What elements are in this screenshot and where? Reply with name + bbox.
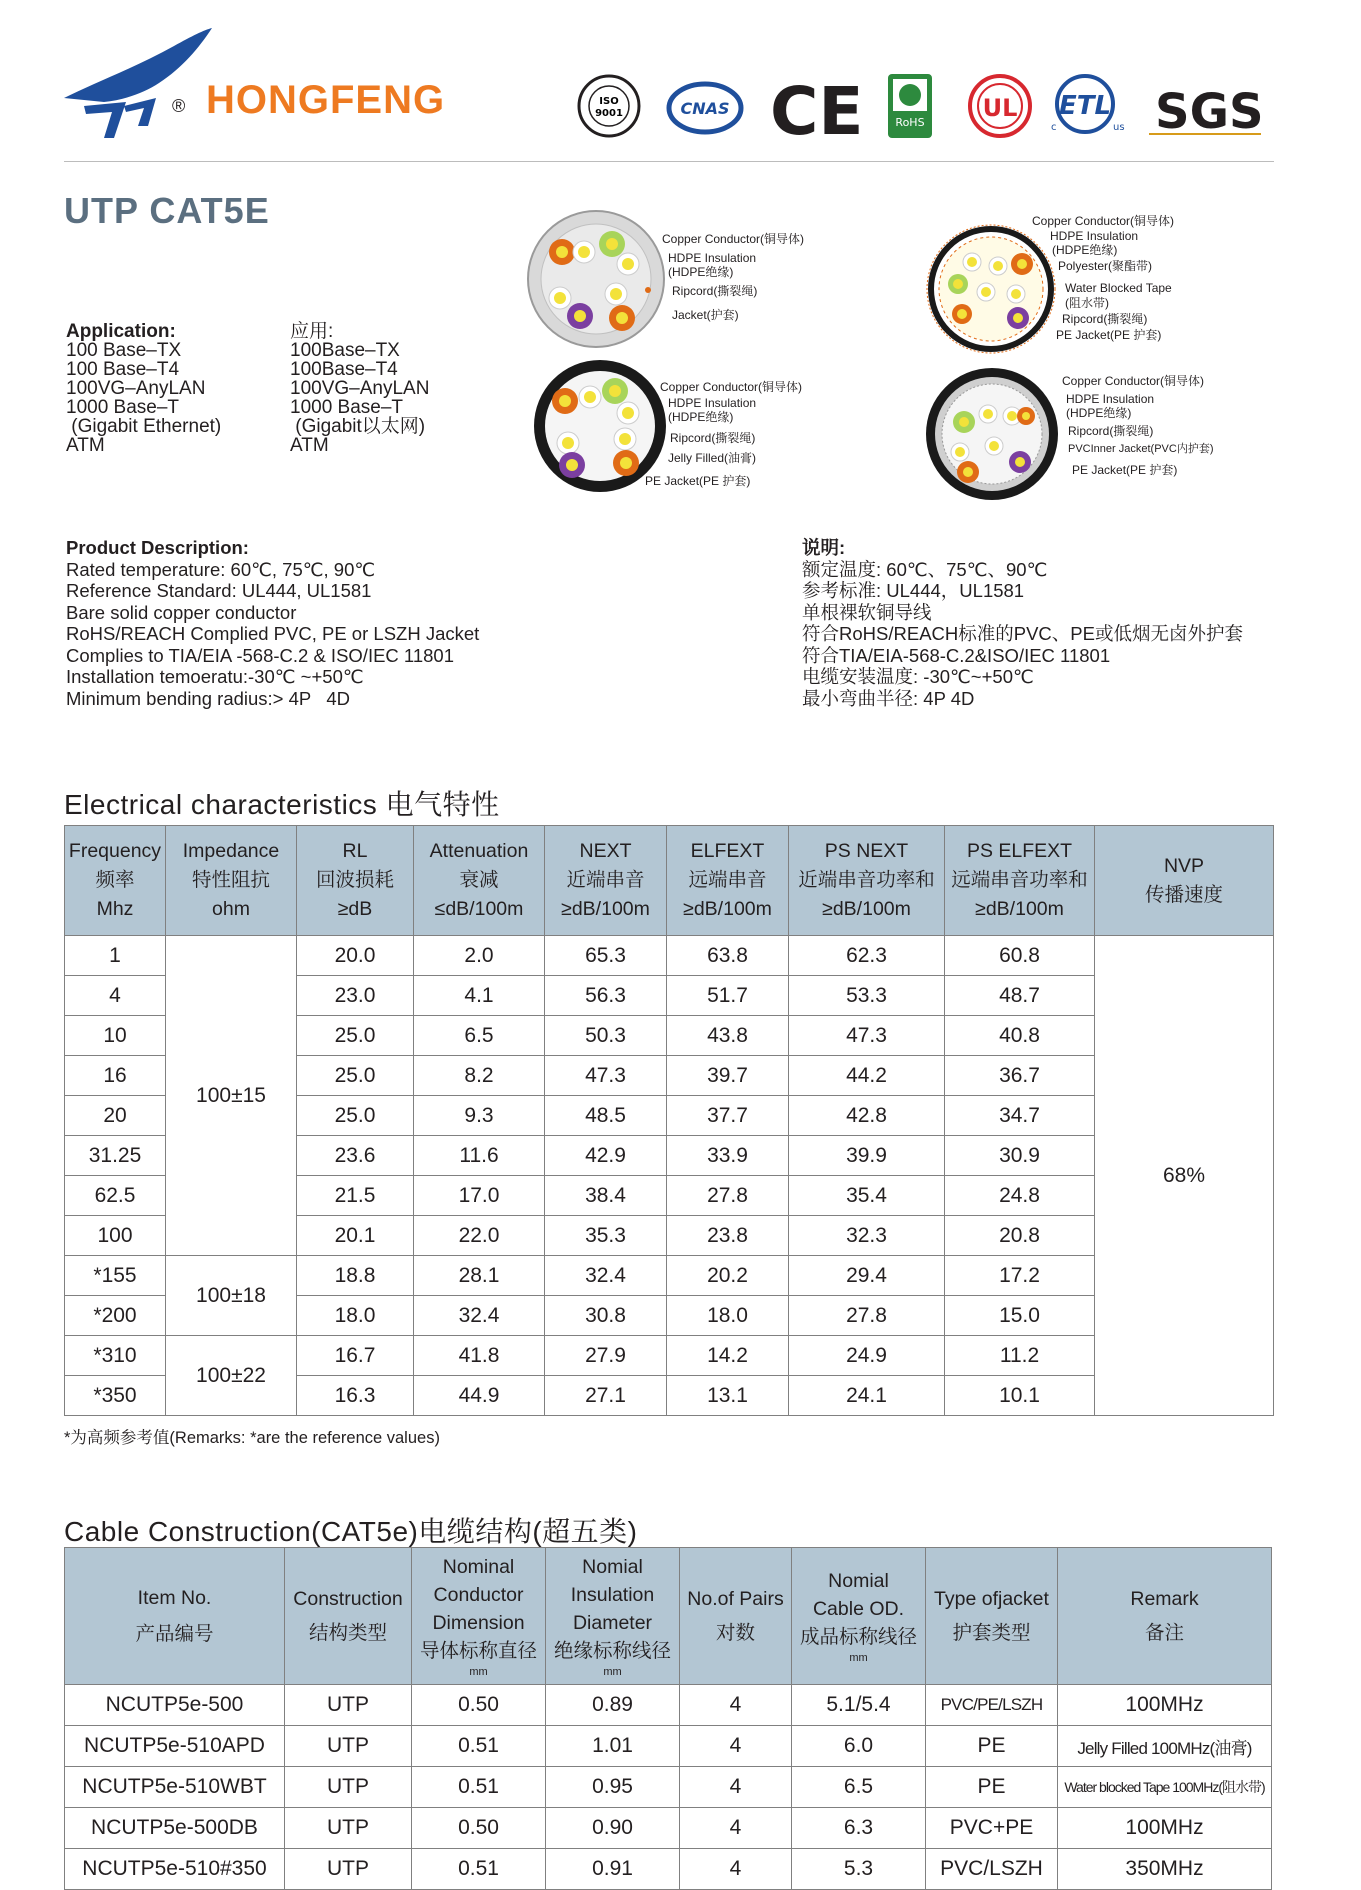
cell-next: 32.4 xyxy=(545,1256,667,1296)
cell-remark: Jelly Filled 100MHz(油膏) xyxy=(1058,1726,1272,1767)
cell-ps-next: 53.3 xyxy=(789,976,945,1016)
table-row xyxy=(65,1849,1272,1890)
col-header-frequency: Frequency 频率 Mhz xyxy=(65,826,166,936)
cell-next: 35.3 xyxy=(545,1216,667,1256)
table-row xyxy=(65,1685,1272,1726)
cell-attenuation: 2.0 xyxy=(414,936,545,976)
cell-frequency: 16 xyxy=(65,1056,166,1096)
table-row xyxy=(65,1256,1274,1296)
description-en xyxy=(66,537,479,709)
table-row xyxy=(65,1336,1274,1376)
page-title: UTP CAT5E xyxy=(64,190,270,231)
description-line: 单根裸软铜导线 xyxy=(802,601,932,623)
cable-cross-section-1 xyxy=(522,208,670,350)
cell-pairs: 4 xyxy=(680,1849,792,1890)
cell-remark: 350MHz xyxy=(1058,1849,1272,1890)
svg-text:RoHS: RoHS xyxy=(895,116,925,129)
description-label-cn: 说明: xyxy=(802,537,846,558)
col-header-jacket-type: Type ofjacket 护套类型 xyxy=(926,1548,1058,1685)
cell-attenuation: 44.9 xyxy=(414,1376,545,1416)
col-header-ps-elfext: PS ELFEXT 远端串音功率和 ≥dB/100m xyxy=(945,826,1095,936)
cell-elfext: 39.7 xyxy=(667,1056,789,1096)
cell-item-no: NCUTP5e-500DB xyxy=(65,1808,285,1849)
construction-section-title: Cable Construction(CAT5e)电缆结构(超五类) xyxy=(64,1516,638,1547)
cell-jacket: PE xyxy=(926,1767,1058,1808)
description-line: 最小弯曲半径: 4P 4D xyxy=(802,687,975,709)
cell-cable-od: 6.5 xyxy=(792,1767,926,1808)
etl-icon xyxy=(1051,76,1125,133)
cell-conductor: 0.50 xyxy=(412,1685,546,1726)
table-row xyxy=(65,1726,1272,1767)
application-item: 100VG–AnyLAN xyxy=(290,378,430,399)
diagram-3-label: PE Jacket(PE 护套) xyxy=(1056,328,1162,342)
diagram-3-label: Copper Conductor(铜导体) xyxy=(1032,214,1175,228)
cell-ps-next: 27.8 xyxy=(789,1296,945,1336)
cell-conductor: 0.51 xyxy=(412,1849,546,1890)
cell-elfext: 33.9 xyxy=(667,1136,789,1176)
diagram-1-label: HDPE Insulation xyxy=(668,251,757,265)
cell-frequency: 62.5 xyxy=(65,1176,166,1216)
cell-conductor: 0.51 xyxy=(412,1767,546,1808)
registered-mark: ® xyxy=(172,96,186,116)
cell-rl: 16.7 xyxy=(297,1336,414,1376)
cell-construction: UTP xyxy=(285,1767,412,1808)
cell-nvp: 68% xyxy=(1095,936,1274,1416)
cell-construction: UTP xyxy=(285,1808,412,1849)
cell-ps-elfext: 48.7 xyxy=(945,976,1095,1016)
cell-rl: 23.6 xyxy=(297,1136,414,1176)
diagram-4-label: HDPE Insulation xyxy=(1066,392,1155,406)
description-label-en: Product Description: xyxy=(66,537,249,558)
sgs-icon xyxy=(1149,84,1264,140)
cell-item-no: NCUTP5e-510#350 xyxy=(65,1849,285,1890)
application-item: ATM xyxy=(290,435,329,456)
application-item: 1000 Base–T xyxy=(66,397,180,418)
cell-elfext: 13.1 xyxy=(667,1376,789,1416)
cell-frequency: *350 xyxy=(65,1376,166,1416)
cell-next: 30.8 xyxy=(545,1296,667,1336)
col-header-conductor-dimension: Nominal Conductor Dimension 导体标称直径 mm xyxy=(412,1548,546,1685)
rohs-icon xyxy=(888,74,932,138)
cell-frequency: 1 xyxy=(65,936,166,976)
cell-frequency: *200 xyxy=(65,1296,166,1336)
col-header-ps-next: PS NEXT 近端串音功率和 ≥dB/100m xyxy=(789,826,945,936)
cell-next: 42.9 xyxy=(545,1136,667,1176)
cell-insulation: 1.01 xyxy=(546,1726,680,1767)
cell-elfext: 37.7 xyxy=(667,1096,789,1136)
cell-next: 65.3 xyxy=(545,936,667,976)
cell-remark: 100MHz xyxy=(1058,1808,1272,1849)
application-item: 100 Base–T4 xyxy=(66,359,180,380)
application-label-cn: 应用: xyxy=(290,321,334,342)
cell-construction: UTP xyxy=(285,1726,412,1767)
cell-ps-next: 42.8 xyxy=(789,1096,945,1136)
table-row xyxy=(65,1808,1272,1849)
svg-text:c: c xyxy=(1051,122,1057,133)
cell-rl: 25.0 xyxy=(297,1056,414,1096)
cell-attenuation: 17.0 xyxy=(414,1176,545,1216)
cell-ps-elfext: 30.9 xyxy=(945,1136,1095,1176)
cell-conductor: 0.50 xyxy=(412,1808,546,1849)
cell-insulation: 0.90 xyxy=(546,1808,680,1849)
description-cn xyxy=(802,537,1243,709)
cell-ps-elfext: 15.0 xyxy=(945,1296,1095,1336)
cell-frequency: 31.25 xyxy=(65,1136,166,1176)
cell-attenuation: 9.3 xyxy=(414,1096,545,1136)
cell-next: 38.4 xyxy=(545,1176,667,1216)
ce-icon xyxy=(770,73,864,146)
cell-next: 48.5 xyxy=(545,1096,667,1136)
diagram-2-label: Jelly Filled(油膏) xyxy=(668,451,757,465)
cell-cable-od: 6.3 xyxy=(792,1808,926,1849)
diagram-1-label: Ripcord(撕裂绳) xyxy=(672,284,758,298)
cell-frequency: *155 xyxy=(65,1256,166,1296)
hongfeng-logo xyxy=(64,28,214,138)
cell-item-no: NCUTP5e-510WBT xyxy=(65,1767,285,1808)
table-row xyxy=(65,936,1274,976)
cell-jacket: PVC+PE xyxy=(926,1808,1058,1849)
cell-ps-elfext: 20.8 xyxy=(945,1216,1095,1256)
cell-insulation: 0.95 xyxy=(546,1767,680,1808)
cell-construction: UTP xyxy=(285,1849,412,1890)
cell-attenuation: 28.1 xyxy=(414,1256,545,1296)
cell-jacket: PE xyxy=(926,1726,1058,1767)
table-header-row xyxy=(65,1548,1272,1685)
application-item: (Gigabit以太网) xyxy=(290,416,426,437)
cell-insulation: 0.89 xyxy=(546,1685,680,1726)
cell-ps-elfext: 17.2 xyxy=(945,1256,1095,1296)
cell-rl: 23.0 xyxy=(297,976,414,1016)
cell-pairs: 4 xyxy=(680,1726,792,1767)
electrical-section-title: Electrical characteristics 电气特性 xyxy=(64,789,500,820)
col-header-rl: RL 回波损耗 ≥dB xyxy=(297,826,414,936)
application-item: ATM xyxy=(66,435,105,456)
application-cn xyxy=(290,322,429,455)
cell-ps-next: 24.1 xyxy=(789,1376,945,1416)
diagram-2-label: HDPE Insulation xyxy=(668,396,757,410)
svg-text:CE: CE xyxy=(770,73,864,146)
cell-ps-next: 47.3 xyxy=(789,1016,945,1056)
col-header-nvp: NVP 传播速度 xyxy=(1095,826,1274,936)
cell-attenuation: 8.2 xyxy=(414,1056,545,1096)
cnas-icon xyxy=(669,84,741,132)
cell-insulation: 0.91 xyxy=(546,1849,680,1890)
col-header-item-no: Item No. 产品编号 xyxy=(65,1548,285,1685)
cell-frequency: 10 xyxy=(65,1016,166,1056)
cell-conductor: 0.51 xyxy=(412,1726,546,1767)
cell-impedance: 100±18 xyxy=(166,1256,297,1336)
cell-attenuation: 41.8 xyxy=(414,1336,545,1376)
cell-elfext: 51.7 xyxy=(667,976,789,1016)
cell-elfext: 63.8 xyxy=(667,936,789,976)
diagram-1-label: (HDPE绝缘) xyxy=(668,265,734,279)
cell-construction: UTP xyxy=(285,1685,412,1726)
cell-rl: 20.0 xyxy=(297,936,414,976)
ul-icon xyxy=(970,76,1030,136)
description-line: 符合TIA/EIA-568-C.2&ISO/IEC 11801 xyxy=(802,644,1111,666)
cell-ps-next: 24.9 xyxy=(789,1336,945,1376)
application-item: 100 Base–TX xyxy=(66,340,182,361)
cell-ps-elfext: 36.7 xyxy=(945,1056,1095,1096)
col-header-next: NEXT 近端串音 ≥dB/100m xyxy=(545,826,667,936)
diagram-3-label: HDPE Insulation xyxy=(1050,229,1139,243)
diagram-1-label: Copper Conductor(铜导体) xyxy=(662,232,805,246)
diagram-4-label: Copper Conductor(铜导体) xyxy=(1062,374,1205,388)
cell-ps-next: 35.4 xyxy=(789,1176,945,1216)
cell-item-no: NCUTP5e-500 xyxy=(65,1685,285,1726)
cell-remark: Water blocked Tape 100MHz(阻水带) xyxy=(1058,1767,1272,1808)
cell-frequency: 100 xyxy=(65,1216,166,1256)
diagram-2-label: PE Jacket(PE 护套) xyxy=(645,474,751,488)
svg-text:UL: UL xyxy=(982,94,1018,122)
cell-elfext: 43.8 xyxy=(667,1016,789,1056)
cell-jacket: PVC/LSZH xyxy=(926,1849,1058,1890)
cell-attenuation: 22.0 xyxy=(414,1216,545,1256)
cell-attenuation: 6.5 xyxy=(414,1016,545,1056)
construction-table xyxy=(64,1547,1272,1890)
description-line: Minimum bending radius:> 4P 4D xyxy=(66,687,350,709)
col-header-elfext: ELFEXT 远端串音 ≥dB/100m xyxy=(667,826,789,936)
svg-text:us: us xyxy=(1113,122,1125,133)
col-header-insulation-diameter: Nomial Insulation Diameter 绝缘标称线径 mm xyxy=(546,1548,680,1685)
cell-elfext: 23.8 xyxy=(667,1216,789,1256)
svg-text:ETL: ETL xyxy=(1058,91,1112,121)
svg-text:ISO: ISO xyxy=(599,96,619,107)
cell-jacket: PVC/PE/LSZH xyxy=(926,1685,1058,1726)
cell-rl: 25.0 xyxy=(297,1016,414,1056)
cell-attenuation: 32.4 xyxy=(414,1296,545,1336)
diagram-3-label: Polyester(聚酯带) xyxy=(1058,259,1153,273)
svg-text:CNAS: CNAS xyxy=(680,99,730,118)
cell-ps-elfext: 34.7 xyxy=(945,1096,1095,1136)
cell-elfext: 14.2 xyxy=(667,1336,789,1376)
description-line: Installation temoeratu:-30℃ ~+50℃ xyxy=(66,666,364,687)
diagram-2-label: Ripcord(撕裂绳) xyxy=(670,431,756,445)
cell-cable-od: 5.3 xyxy=(792,1849,926,1890)
col-header-remark: Remark 备注 xyxy=(1058,1548,1272,1685)
cell-impedance: 100±22 xyxy=(166,1336,297,1416)
cell-pairs: 4 xyxy=(680,1808,792,1849)
cell-frequency: *310 xyxy=(65,1336,166,1376)
description-line: Complies to TIA/EIA -568-C.2 & ISO/IEC 11801 xyxy=(66,644,454,666)
cable-cross-section-4 xyxy=(924,366,1060,502)
cell-next: 47.3 xyxy=(545,1056,667,1096)
cell-remark: 100MHz xyxy=(1058,1685,1272,1726)
cell-next: 27.9 xyxy=(545,1336,667,1376)
application-item: (Gigabit Ethernet) xyxy=(66,416,222,437)
cell-next: 56.3 xyxy=(545,976,667,1016)
diagram-4-label: PE Jacket(PE 护套) xyxy=(1072,463,1178,477)
cell-rl: 20.1 xyxy=(297,1216,414,1256)
cell-ps-elfext: 11.2 xyxy=(945,1336,1095,1376)
description-line: Rated temperature: 60℃, 75℃, 90℃ xyxy=(66,558,376,580)
cell-next: 50.3 xyxy=(545,1016,667,1056)
application-item: 100VG–AnyLAN xyxy=(66,378,206,399)
cell-ps-next: 32.3 xyxy=(789,1216,945,1256)
brand-name: HONGFENG xyxy=(206,78,446,122)
cell-frequency: 20 xyxy=(65,1096,166,1136)
application-item: 100Base–TX xyxy=(290,340,400,361)
cell-cable-od: 5.1/5.4 xyxy=(792,1685,926,1726)
diagram-4-label: PVCInner Jacket(PVC内护套) xyxy=(1068,443,1214,455)
cell-ps-next: 44.2 xyxy=(789,1056,945,1096)
cell-rl: 16.3 xyxy=(297,1376,414,1416)
description-line: RoHS/REACH Complied PVC, PE or LSZH Jacket xyxy=(66,623,480,644)
diagram-4-label: Ripcord(撕裂绳) xyxy=(1068,424,1154,438)
col-header-impedance: Impedance 特性阻抗 ohm xyxy=(166,826,297,936)
description-line: 符合RoHS/REACH标准的PVC、PE或低烟无卤外护套 xyxy=(802,623,1243,644)
description-line: 参考标准: UL444，UL1581 xyxy=(802,580,1025,601)
diagram-3-label: (HDPE绝缘) xyxy=(1052,243,1118,257)
cell-elfext: 27.8 xyxy=(667,1176,789,1216)
certification-logos xyxy=(575,66,1275,146)
application-item: 1000 Base–T xyxy=(290,397,404,418)
cell-cable-od: 6.0 xyxy=(792,1726,926,1767)
table-row xyxy=(65,1767,1272,1808)
cell-ps-elfext: 24.8 xyxy=(945,1176,1095,1216)
cell-attenuation: 11.6 xyxy=(414,1136,545,1176)
svg-text:9001: 9001 xyxy=(595,108,623,119)
application-item: 100Base–T4 xyxy=(290,359,398,380)
col-header-construction: Construction 结构类型 xyxy=(285,1548,412,1685)
cell-ps-next: 29.4 xyxy=(789,1256,945,1296)
iso9001-icon xyxy=(579,76,639,136)
description-line: 额定温度: 60℃、75℃、90℃ xyxy=(802,558,1048,580)
cable-cross-section-3 xyxy=(924,222,1058,356)
description-line: Reference Standard: UL444, UL1581 xyxy=(66,580,372,601)
cell-rl: 18.8 xyxy=(297,1256,414,1296)
cell-impedance: 100±15 xyxy=(166,936,297,1256)
table-header-row xyxy=(65,826,1274,936)
cell-pairs: 4 xyxy=(680,1685,792,1726)
cell-rl: 18.0 xyxy=(297,1296,414,1336)
diagram-2-label: (HDPE绝缘) xyxy=(668,410,734,424)
cell-attenuation: 4.1 xyxy=(414,976,545,1016)
cell-ps-next: 62.3 xyxy=(789,936,945,976)
diagram-2-label: Copper Conductor(铜导体) xyxy=(660,380,803,394)
description-line: 电缆安装温度: -30℃~+50℃ xyxy=(802,666,1034,687)
application-label-en: Application: xyxy=(66,321,176,342)
col-header-pairs: No.of Pairs 对数 xyxy=(680,1548,792,1685)
col-header-attenuation: Attenuation 衰减 ≤dB/100m xyxy=(414,826,545,936)
cell-ps-elfext: 40.8 xyxy=(945,1016,1095,1056)
diagram-3-label: Water Blocked Tape xyxy=(1065,281,1172,295)
cell-ps-elfext: 10.1 xyxy=(945,1376,1095,1416)
table-remark: *为高频参考值(Remarks: *are the reference values) xyxy=(64,1429,440,1447)
header-divider xyxy=(64,161,1274,162)
cell-elfext: 20.2 xyxy=(667,1256,789,1296)
col-header-cable-od: Nomial Cable OD. 成品标称线径 mm xyxy=(792,1548,926,1685)
electrical-table xyxy=(64,825,1274,1416)
diagram-3-label: Ripcord(撕裂绳) xyxy=(1062,312,1148,326)
description-line: Bare solid copper conductor xyxy=(66,601,297,623)
cell-item-no: NCUTP5e-510APD xyxy=(65,1726,285,1767)
cell-rl: 21.5 xyxy=(297,1176,414,1216)
svg-text:SGS: SGS xyxy=(1155,84,1264,140)
cell-frequency: 4 xyxy=(65,976,166,1016)
cell-elfext: 18.0 xyxy=(667,1296,789,1336)
diagram-4-label: (HDPE绝缘) xyxy=(1066,406,1132,420)
application-en xyxy=(66,322,221,455)
cell-ps-elfext: 60.8 xyxy=(945,936,1095,976)
diagram-1-label: Jacket(护套) xyxy=(672,308,739,322)
cell-next: 27.1 xyxy=(545,1376,667,1416)
cell-pairs: 4 xyxy=(680,1767,792,1808)
cell-ps-next: 39.9 xyxy=(789,1136,945,1176)
diagram-3-label: (阻水带) xyxy=(1065,296,1109,310)
cell-rl: 25.0 xyxy=(297,1096,414,1136)
